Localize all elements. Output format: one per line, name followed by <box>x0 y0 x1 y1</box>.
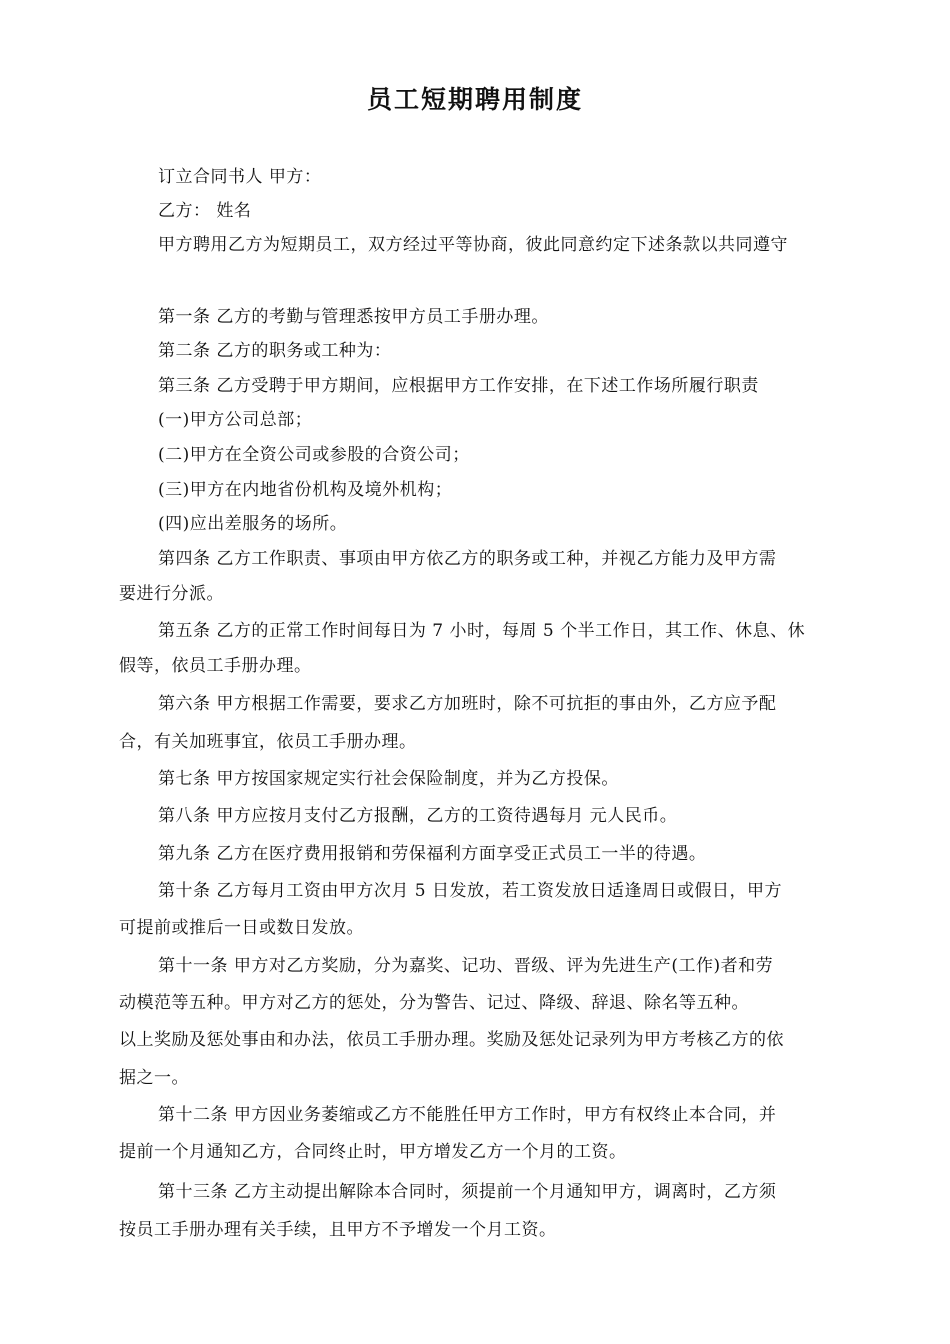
article-3-item-2: (二)甲方在全资公司或参股的合资公司； <box>158 445 470 465</box>
article-3-item-4: (四)应出差服务的场所。 <box>158 514 348 534</box>
article-13-continued: 按员工手册办理有关手续，且甲方不予增发一个月工资。 <box>119 1220 557 1240</box>
article-5: 第五条 乙方的正常工作时间每日为 7 小时，每周 5 个半工作日，其工作、休息、休 <box>158 621 806 641</box>
article-6: 第六条 甲方根据工作需要，要求乙方加班时，除不可抗拒的事由外，乙方应予配 <box>158 694 777 714</box>
article-10: 第十条 乙方每月工资由甲方次月 5 日发放，若工资发放日适逢周日或假日，甲方 <box>158 881 783 901</box>
article-2: 第二条 乙方的职务或工种为： <box>158 341 392 361</box>
article-3-item-1: (一)甲方公司总部； <box>158 410 313 430</box>
article-13: 第十三条 乙方主动提出解除本合同时，须提前一个月通知甲方，调离时，乙方须 <box>158 1182 777 1202</box>
article-3: 第三条 乙方受聘于甲方期间，应根据甲方工作安排，在下述工作场所履行职责 <box>158 376 759 396</box>
article-12-continued: 提前一个月通知乙方，合同终止时，甲方增发乙方一个月的工资。 <box>119 1142 627 1162</box>
article-4-continued: 要进行分派。 <box>119 584 224 604</box>
contract-party-b-line: 乙方： 姓名 <box>158 201 252 221</box>
article-9: 第九条 乙方在医疗费用报销和劳保福利方面享受正式员工一半的待遇。 <box>158 844 707 864</box>
article-11-continued-1: 动模范等五种。甲方对乙方的惩处，分为警告、记过、降级、辞退、除名等五种。 <box>119 993 749 1013</box>
article-5-continued: 假等，依员工手册办理。 <box>119 656 312 676</box>
article-11: 第十一条 甲方对乙方奖励，分为嘉奖、记功、晋级、评为先进生产(工作)者和劳 <box>158 956 774 976</box>
article-6-continued: 合，有关加班事宜，依员工手册办理。 <box>119 732 417 752</box>
article-1: 第一条 乙方的考勤与管理悉按甲方员工手册办理。 <box>158 307 549 327</box>
article-11-continued-3: 据之一。 <box>119 1068 189 1088</box>
document-title: 员工短期聘用制度 <box>366 85 583 114</box>
article-10-continued: 可提前或推后一日或数日发放。 <box>119 918 364 938</box>
article-4: 第四条 乙方工作职责、事项由甲方依乙方的职务或工种，并视乙方能力及甲方需 <box>158 549 777 569</box>
article-11-continued-2: 以上奖励及惩处事由和办法，依员工手册办理。奖励及惩处记录列为甲方考核乙方的依 <box>119 1030 784 1050</box>
article-12: 第十二条 甲方因业务萎缩或乙方不能胜任甲方工作时，甲方有权终止本合同，并 <box>158 1105 777 1125</box>
article-7: 第七条 甲方按国家规定实行社会保险制度，并为乙方投保。 <box>158 769 619 789</box>
article-3-item-3: (三)甲方在内地省份机构及境外机构； <box>158 480 453 500</box>
preamble-line: 甲方聘用乙方为短期员工，双方经过平等协商，彼此同意约定下述条款以共同遵守 <box>158 235 788 255</box>
contract-party-a-line: 订立合同书人 甲方： <box>158 167 322 187</box>
article-8: 第八条 甲方应按月支付乙方报酬，乙方的工资待遇每月 元人民币。 <box>158 806 678 826</box>
